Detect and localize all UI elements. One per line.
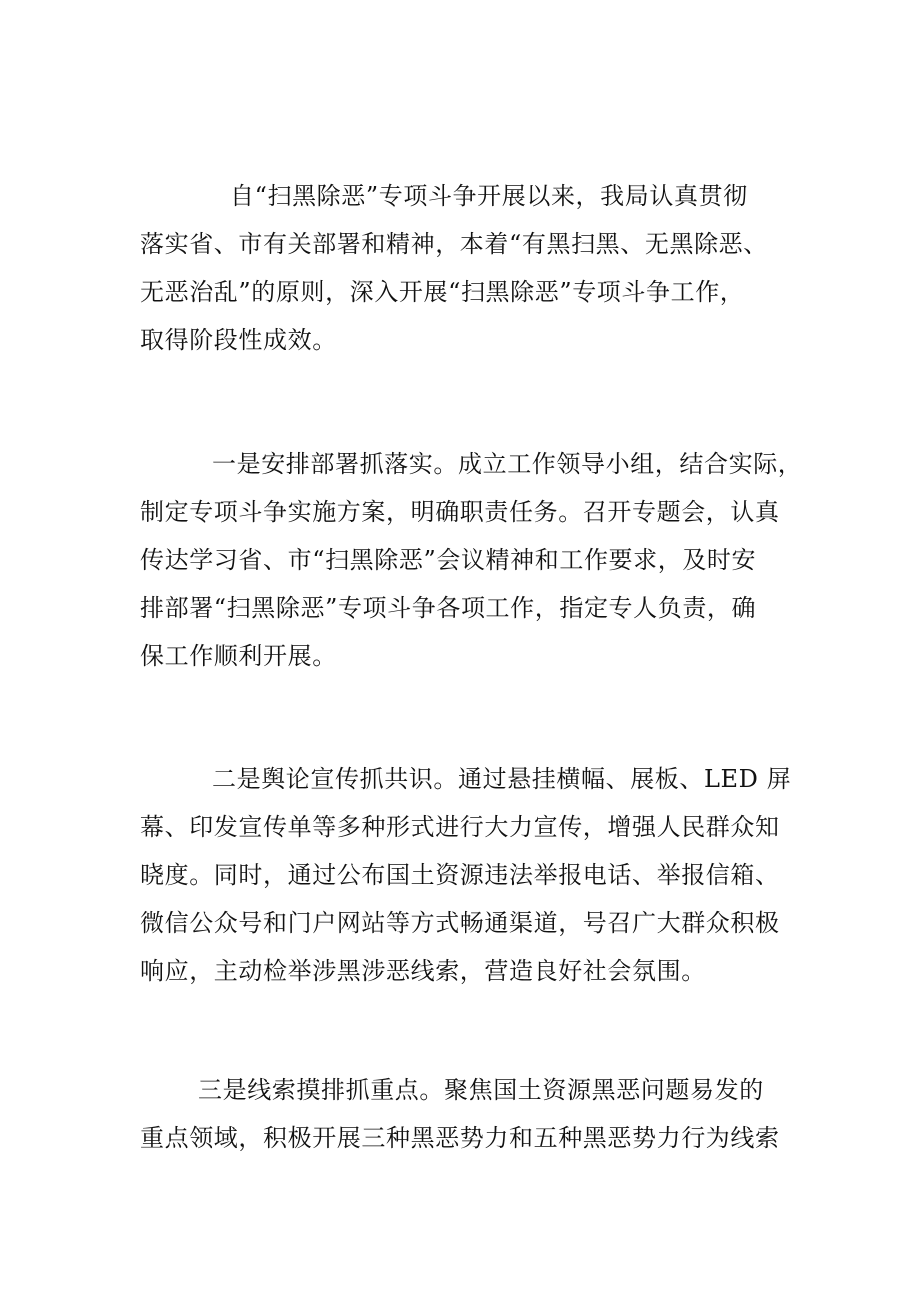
paragraph-clues [140, 1066, 790, 1162]
paragraph-line: 重点领域，积极开展三种黑恶势力和五种黑恶势力行为线索 [140, 1124, 780, 1152]
paragraph-intro [140, 172, 790, 364]
paragraph-line: 取得阶段性成效。 [140, 326, 337, 354]
paragraph-line: 排部署“扫黑除恶”专项斗争各项工作，指定专人负责，确 [140, 594, 757, 622]
paragraph-line: 三是线索摸排抓重点。聚焦国土资源黑恶问题易发的 [198, 1076, 764, 1104]
paragraph-line: 保工作顺利开展。 [140, 642, 337, 670]
paragraph-line: 幕、印发宣传单等多种形式进行大力宣传，增强人民群众知 [140, 813, 780, 841]
paragraph-line: 一是安排部署抓落实。成立工作领导小组，结合实际， [212, 450, 803, 478]
paragraph-line: 无恶治乱”的原则，深入开展“扫黑除恶”专项斗争工作， [140, 278, 745, 306]
paragraph-deployment [140, 440, 803, 680]
paragraph-line: 二是舆论宣传抓共识。通过悬挂横幅、展板、LED 屏 [212, 765, 792, 793]
paragraph-line: 晓度。同时，通过公布国土资源违法举报电话、举报信箱、 [140, 861, 780, 889]
paragraph-publicity [140, 755, 790, 995]
paragraph-line: 制定专项斗争实施方案，明确职责任务。召开专题会，认真 [140, 498, 780, 526]
paragraph-line: 自“扫黑除恶”专项斗争开展以来，我局认真贯彻 [230, 182, 748, 210]
paragraph-line: 落实省、市有关部署和精神，本着“有黑扫黑、无黑除恶、 [140, 230, 768, 258]
paragraph-line: 响应，主动检举涉黑涉恶线索，营造良好社会氛围。 [140, 957, 706, 985]
paragraph-line: 微信公众号和门户网站等方式畅通渠道，号召广大群众积极 [140, 909, 780, 937]
paragraph-line: 传达学习省、市“扫黑除恶”会议精神和工作要求，及时安 [140, 546, 757, 574]
